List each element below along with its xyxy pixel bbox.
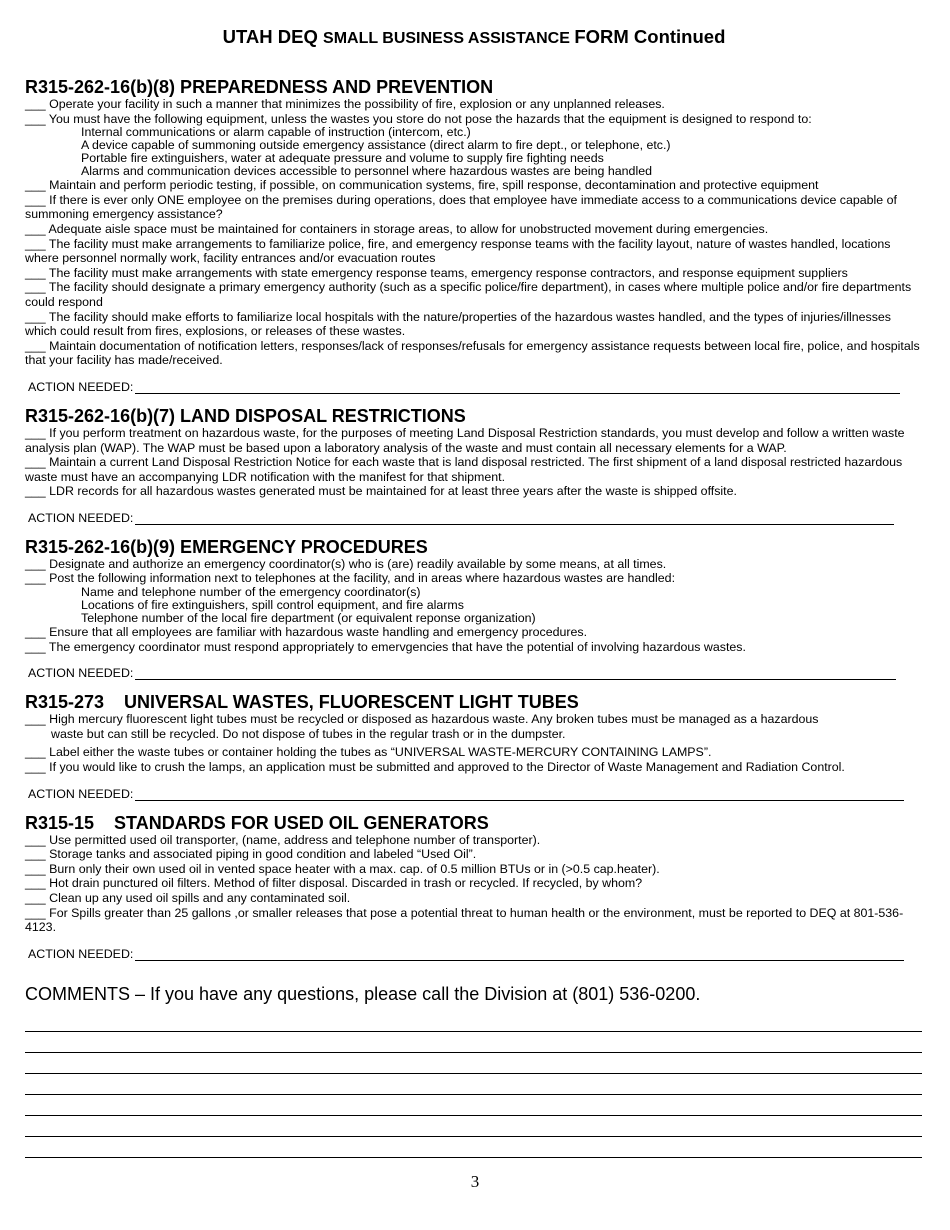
action-needed-line[interactable]: [135, 949, 904, 961]
check-blank[interactable]: ___: [25, 192, 46, 207]
checklist-item: ___ The facility must make arrangements to familiarize police, fire, and emergency response teams with the facility layout, nature of wastes handled, locations where personnel normally work, facility entrances and/or evacuation routes: [25, 236, 891, 266]
checklist-item-continuation: waste but can still be recycled. Do not dispose of tubes in the regular trash or in the dumpster.: [51, 726, 566, 741]
comment-line[interactable]: [25, 1137, 922, 1158]
checklist-item: ___ Maintain and perform periodic testing, if possible, on communication systems, fire, spill response, decontamination and protective equipment: [25, 178, 819, 193]
checklist-item: ___ Label either the waste tubes or container holding the tubes as “UNIVERSAL WASTE-MERCURY CONTAINING LAMPS”.: [25, 745, 712, 760]
checklist-item: ___ The facility should designate a primary emergency authority (such as a specific police/fire department), in cases where multiple police and/or fire departments could respond: [25, 280, 912, 309]
check-blank[interactable]: ___: [25, 309, 46, 324]
check-blank[interactable]: ___: [25, 832, 46, 847]
action-needed-line[interactable]: [135, 513, 894, 525]
checklist-item: ___ Maintain a current Land Disposal Restriction Notice for each waste that is land disposal restricted. The first shipment of a land disposal restricted hazardous waste must have an accompanying LDR notification with the manifest for that shipment.: [25, 455, 903, 484]
check-blank[interactable]: ___: [25, 111, 46, 126]
action-needed-label: ACTION NEEDED:: [28, 379, 134, 394]
section-preparedness: [25, 77, 923, 394]
check-blank[interactable]: ___: [25, 639, 46, 654]
checklist-item: ___ Use permitted used oil transporter, (name, address and telephone number of transporter).: [25, 832, 541, 847]
action-needed-field[interactable]: [28, 947, 904, 961]
comment-line[interactable]: [25, 1074, 922, 1095]
comment-line[interactable]: [25, 1053, 922, 1074]
posting-item: Locations of fire extinguishers, spill control equipment, and fire alarms: [81, 598, 464, 613]
section-emergency-procedures: [25, 537, 923, 680]
check-blank[interactable]: ___: [25, 760, 46, 775]
checklist-item: ___ Post the following information next to telephones at the facility, and in areas where hazardous wastes are handled:: [25, 571, 676, 586]
action-needed-field[interactable]: [28, 666, 896, 680]
page-number: 3: [470, 1172, 480, 1191]
section-land-disposal: [25, 406, 923, 525]
checklist-item: ___ High mercury fluorescent light tubes must be recycled or disposed as hazardous waste. Any broken tubes must be managed as a hazardous: [25, 712, 819, 727]
check-blank[interactable]: ___: [25, 338, 46, 353]
comment-line[interactable]: [25, 1032, 922, 1053]
check-blank[interactable]: ___: [25, 265, 46, 280]
equipment-item: Portable fire extinguishers, water at adequate pressure and volume to supply fire fighting needs: [81, 151, 604, 166]
comment-line[interactable]: [25, 1116, 922, 1137]
posting-item: Telephone number of the local fire department (or equivalent reponse organization): [81, 611, 536, 626]
check-blank[interactable]: ___: [25, 745, 46, 760]
checklist-item: ___ Hot drain punctured oil filters. Method of filter disposal. Discarded in trash or recycled. If recycled, by whom?: [25, 876, 643, 891]
checklist-item: ___ If there is ever only ONE employee on the premises during operations, does that employee have immediate access to a communications device capable of summoning emergency assistance?: [25, 192, 897, 222]
equipment-item: Alarms and communication devices accessible to personnel where hazardous wastes are being handled: [81, 164, 652, 179]
check-blank[interactable]: ___: [25, 455, 46, 470]
checklist-item: ___ The facility must make arrangements with state emergency response teams, emergency response contractors, and response equipment suppliers: [25, 265, 848, 280]
checklist-item: ___ For Spills greater than 25 gallons ,or smaller releases that pose a potential threat to human health or the environment, must be reported to DEQ at 801-536-4123.: [25, 905, 904, 935]
check-blank[interactable]: ___: [25, 178, 46, 193]
checklist-item: ___ Clean up any used oil spills and any contaminated soil.: [25, 891, 351, 905]
checklist-item: ___ If you perform treatment on hazardous waste, for the purposes of meeting Land Disposal Restriction standards, you must develop and follow a written waste analysis plan (WAP). The WAP must be based upon a laboratory analysis of the waste and must contain all necessary elements for a WAP.: [25, 425, 905, 455]
page-title: [25, 26, 923, 50]
check-blank[interactable]: ___: [25, 876, 46, 891]
posting-item: Name and telephone number of the emergency coordinator(s): [81, 585, 421, 600]
title-part-3: FORM Continued: [574, 26, 726, 47]
checklist-item: ___ Maintain documentation of notification letters, responses/lack of responses/refusals for emergency assistance requests between local fire, police, and hospitals that your facility has made/received.: [25, 338, 920, 368]
checklist-item: ___ The emergency coordinator must respond appropriately to emervgencies that have the potential of involving hazardous wastes.: [25, 639, 746, 654]
comment-lines[interactable]: [25, 1011, 923, 1158]
check-blank[interactable]: ___: [25, 484, 46, 499]
checklist-item: ___ Adequate aisle space must be maintained for containers in storage areas, to allow for unobstructed movement during emergencies.: [25, 221, 769, 236]
action-needed-label: ACTION NEEDED:: [28, 786, 134, 801]
action-needed-line[interactable]: [135, 382, 900, 394]
check-blank[interactable]: ___: [25, 97, 46, 111]
check-blank[interactable]: ___: [25, 556, 46, 571]
section-used-oil: [25, 813, 923, 961]
check-blank[interactable]: ___: [25, 891, 46, 905]
check-blank[interactable]: ___: [25, 905, 46, 920]
section-universal-wastes: [25, 692, 923, 800]
check-blank[interactable]: ___: [25, 847, 46, 862]
checklist-item: ___ Ensure that all employees are familiar with hazardous waste handling and emergency procedures.: [25, 625, 588, 640]
action-needed-label: ACTION NEEDED:: [28, 666, 134, 681]
checklist-item: ___ Designate and authorize an emergency coordinator(s) who is (are) readily available by some means, at all times.: [25, 556, 667, 571]
section-heading: R315-262-16(b)(8) PREPAREDNESS AND PREVENTION: [25, 77, 494, 97]
checklist-item: ___ Burn only their own used oil in vented space heater with a max. cap. of 0.5 million BTUs or in (>0.5 cap.heater).: [25, 861, 660, 876]
form-page: [25, 26, 923, 1158]
action-needed-label: ACTION NEEDED:: [28, 510, 134, 525]
section-heading: R315-273 UNIVERSAL WASTES, FLUORESCENT LIGHT TUBES: [25, 692, 579, 713]
title-part-1: UTAH DEQ: [222, 26, 324, 47]
section-heading: R315-262-16(b)(9) EMERGENCY PROCEDURES: [25, 536, 428, 557]
check-blank[interactable]: ___: [25, 712, 46, 727]
checklist-item: ___ Operate your facility in such a manner that minimizes the possibility of fire, explosion or any unplanned releases.: [25, 97, 665, 111]
action-needed-field[interactable]: [28, 511, 894, 525]
checklist-item: ___ LDR records for all hazardous wastes generated must be maintained for at least three years after the waste is shipped offsite.: [25, 484, 737, 499]
section-heading: R315-15 STANDARDS FOR USED OIL GENERATORS: [25, 812, 489, 833]
action-needed-line[interactable]: [135, 668, 896, 680]
action-needed-label: ACTION NEEDED:: [28, 946, 134, 961]
check-blank[interactable]: ___: [25, 571, 46, 586]
check-blank[interactable]: ___: [25, 625, 46, 640]
check-blank[interactable]: ___: [25, 221, 46, 236]
action-needed-field[interactable]: [28, 380, 900, 394]
check-blank[interactable]: ___: [25, 425, 46, 440]
check-blank[interactable]: ___: [25, 280, 46, 295]
title-part-2: SMALL BUSINESS ASSISTANCE: [323, 30, 575, 47]
checklist-item: ___ If you would like to crush the lamps, an application must be submitted and approved to the Director of Waste Management and Radiation Control.: [25, 760, 845, 775]
check-blank[interactable]: ___: [25, 861, 46, 876]
checklist-item: ___ Storage tanks and associated piping in good condition and labeled “Used Oil”.: [25, 847, 477, 862]
action-needed-line[interactable]: [135, 789, 904, 801]
checklist-item: ___ The facility should make efforts to familiarize local hospitals with the nature/properties of the hazardous wastes handled, and the types of injuries/illnesses which could result from fires, explosions, or releases of these wastes.: [25, 309, 892, 339]
equipment-item: A device capable of summoning outside emergency assistance (direct alarm to fire dept., or telephone, etc.): [81, 138, 671, 153]
section-heading: R315-262-16(b)(7) LAND DISPOSAL RESTRICTIONS: [25, 405, 466, 426]
comment-line[interactable]: [25, 1095, 922, 1116]
checklist-item: ___ You must have the following equipment, unless the wastes you store do not pose the hazards that the equipment is designed to respond to:: [25, 111, 812, 126]
check-blank[interactable]: ___: [25, 236, 46, 251]
equipment-item: Internal communications or alarm capable of instruction (intercom, etc.): [81, 125, 471, 140]
action-needed-field[interactable]: [28, 787, 904, 801]
comments-label: COMMENTS – If you have any questions, please call the Division at (801) 536-0200.: [25, 983, 701, 1004]
comment-line[interactable]: [25, 1011, 922, 1032]
